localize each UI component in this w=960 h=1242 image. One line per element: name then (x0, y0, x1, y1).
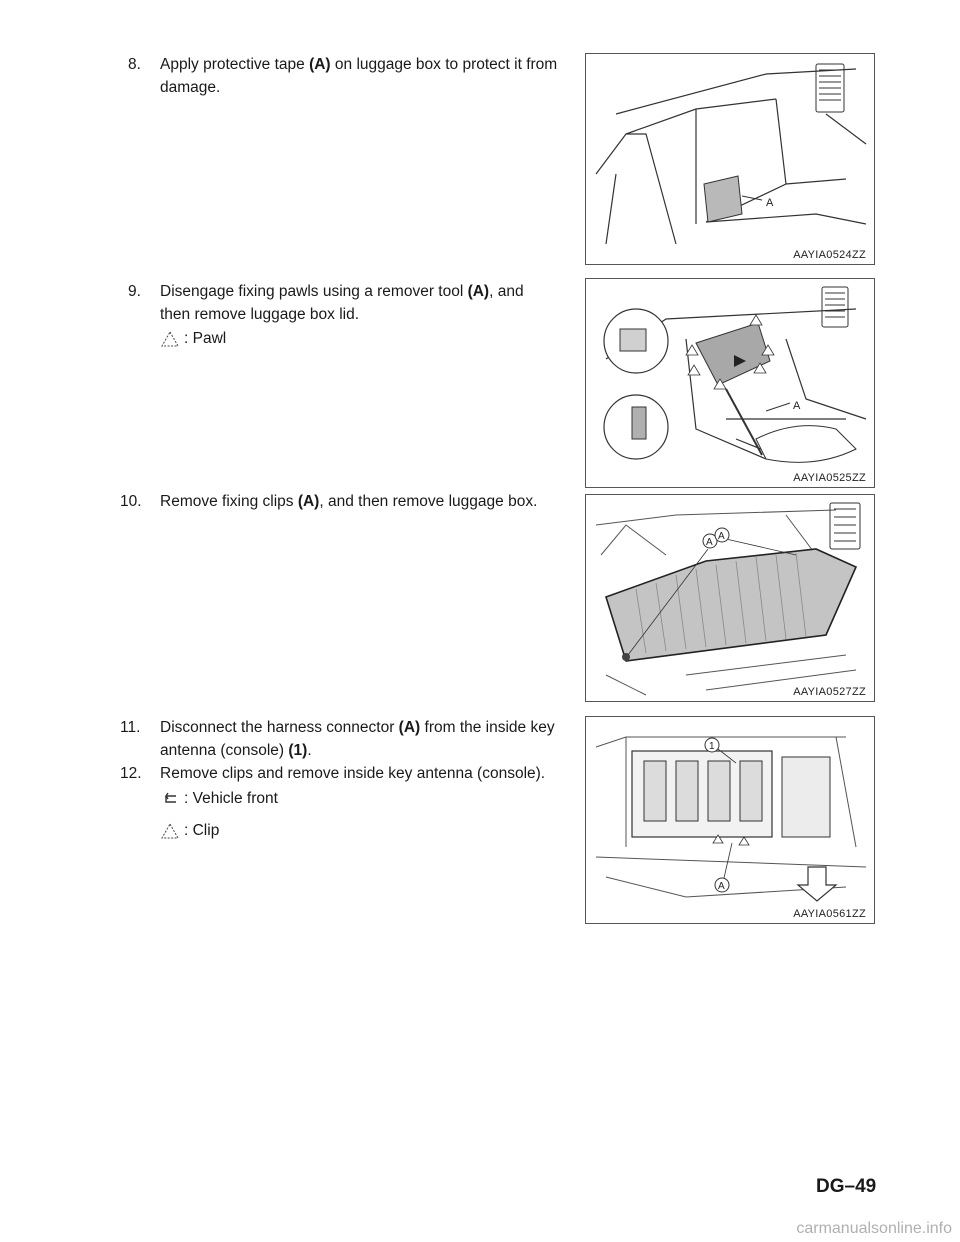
legend-clip (160, 822, 219, 840)
watermark: carmanualsonline.info (796, 1220, 952, 1237)
figure-protective-tape (585, 53, 875, 265)
step-9 (128, 280, 558, 326)
step-text: Remove clips and remove inside key antenna (console). (160, 765, 546, 782)
figure-inside-key-antenna (585, 716, 875, 924)
figure-id: AAYIA0524ZZ (793, 249, 866, 261)
triangle-icon (160, 330, 180, 348)
key-antenna-illustration (586, 717, 874, 923)
callout-ref: (A) (309, 56, 331, 73)
step-text: Remove fixing clips (A), and then remove luggage box. (160, 493, 538, 510)
callout-ref: (A) (467, 283, 490, 300)
step-12 (120, 762, 558, 785)
callout-a: A (718, 881, 725, 892)
figure-id: AAYIA0525ZZ (793, 472, 866, 484)
step-text: Disconnect the harness connector (A) from the inside key antenna (console) (1). (160, 719, 555, 759)
legend-text: : Vehicle front (184, 790, 278, 807)
figure-remove-luggage-box (585, 494, 875, 702)
callout-ref: (A) (398, 719, 421, 736)
callout-a: A (766, 197, 774, 209)
step-number: 9. (128, 283, 141, 300)
figure-id: AAYIA0527ZZ (793, 686, 866, 698)
luggage-box-illustration (586, 54, 874, 264)
callout-a: A (706, 537, 713, 548)
legend-pawl (160, 330, 226, 348)
luggage-box-lid-illustration (586, 279, 874, 487)
legend-text: : Clip (184, 822, 220, 839)
step-10 (120, 490, 558, 513)
triangle-icon (160, 822, 180, 840)
step-text: Apply protective tape (A) on luggage box to protect it from damage. (160, 56, 558, 96)
page-number: DG–49 (816, 1176, 877, 1197)
legend-vehicle-front (160, 790, 278, 808)
arrow-icon (160, 790, 180, 808)
callout-ref: (1) (288, 742, 308, 759)
luggage-box-removal-illustration (586, 495, 874, 701)
vehicle-front-arrow-icon (798, 867, 836, 901)
step-number: 11. (120, 719, 141, 736)
step-text: Disengage fixing pawls using a remover tool (A), and then remove luggage box lid. (160, 283, 524, 323)
step-8 (128, 53, 558, 99)
figure-id: AAYIA0561ZZ (793, 908, 866, 920)
callout-a: A (718, 531, 725, 542)
step-number: 10. (120, 493, 142, 510)
figure-remove-lid (585, 278, 875, 488)
legend-text: : Pawl (184, 330, 227, 347)
step-11 (120, 716, 558, 762)
callout-1: 1 (709, 741, 715, 752)
step-number: 8. (128, 56, 141, 73)
callout-a: A (793, 400, 801, 412)
callout-ref: (A) (297, 493, 320, 510)
step-number: 12. (120, 765, 142, 782)
